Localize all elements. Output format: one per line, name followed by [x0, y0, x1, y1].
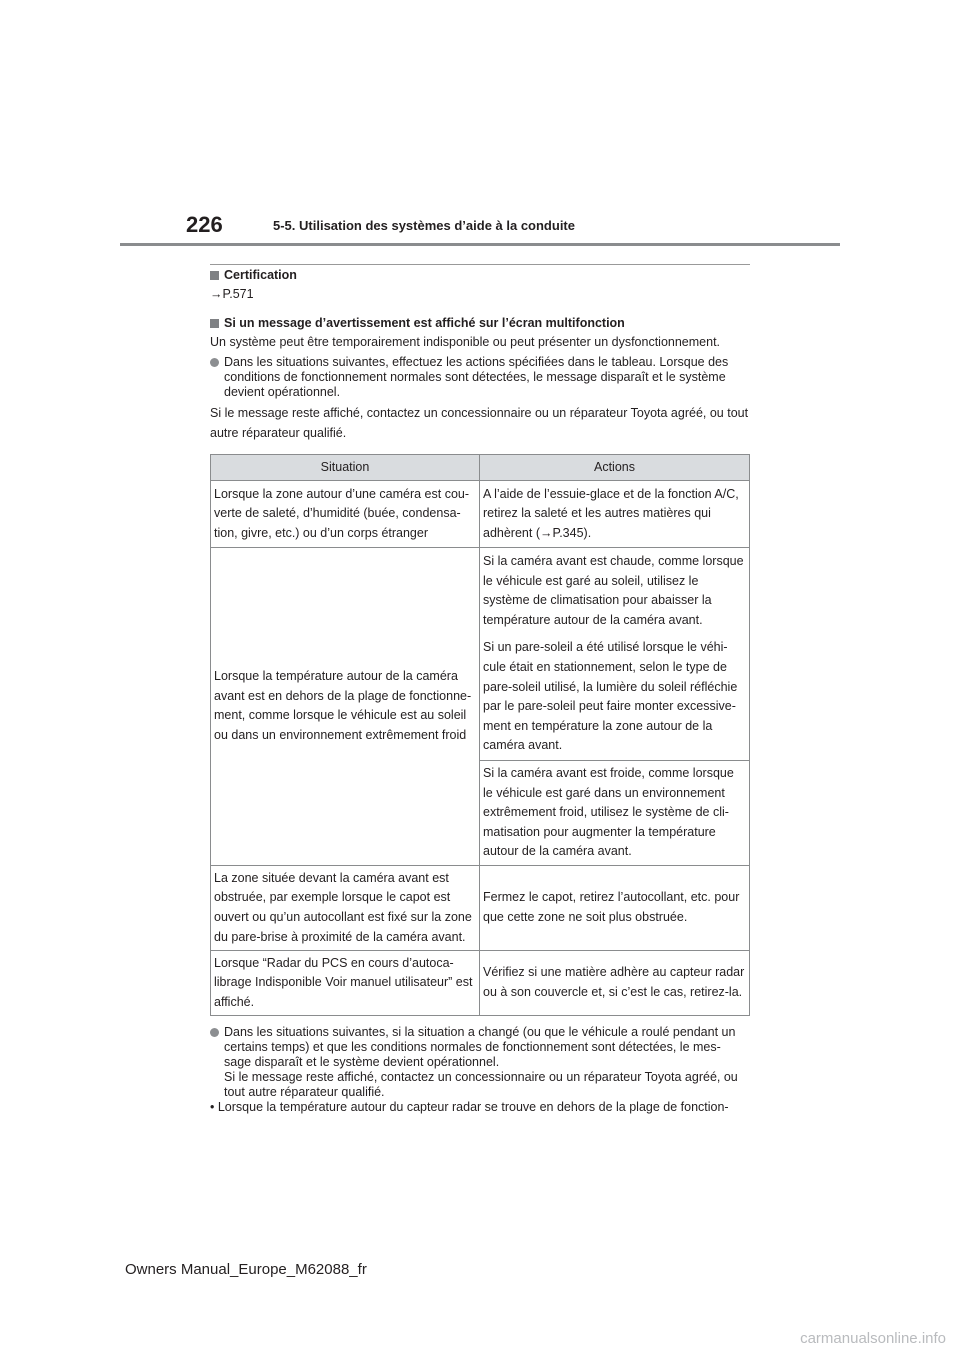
action-cell: Vérifiez si une matière adhère au capteur radar ou à son couvercle et, si c’est le cas, retirez-la. [480, 950, 750, 1015]
certification-heading: Certification [210, 268, 750, 283]
square-bullet-icon [210, 271, 219, 280]
situation-cell: Lorsque la température autour de la caméra avant est en dehors de la plage de fonctionne- ment, comme lorsque le véhicule est au soleil ou dans un environnement extrêmement froid [211, 548, 480, 866]
table-row [211, 548, 750, 761]
bullet-text: Dans les situations suivantes, si la situation a changé (ou que le véhicule a roulé pendant un certains temps) et que les conditions normales de fonctionnement sont détectées, le mes- sage disparaît et le système devient opérationnel. [224, 1024, 736, 1069]
dash-item: • Lorsque la température autour du capteur radar se trouve en dehors de la plage de fonction- [210, 1099, 729, 1114]
footer-document-name: Owners Manual_Europe_M62088_fr [125, 1261, 367, 1278]
circle-bullet-icon [210, 358, 219, 367]
situation-actions-table [210, 454, 750, 1016]
situation-cell: La zone située devant la caméra avant est obstruée, par exemple lorsque le capot est ouvert ou qu’un autocollant est fixé sur la zone du pare-brise à proximité de la caméra avant. [211, 865, 480, 950]
square-bullet-icon [210, 319, 219, 328]
action-cell: Fermez le capot, retirez l’autocollant, etc. pour que cette zone ne soit plus obstruée. [480, 865, 750, 950]
table-row [211, 865, 750, 950]
content [210, 268, 750, 1115]
action-cell: A l’aide de l’essuie-glace et de la fonction A/C, retirez la saleté et les autres matières qui adhèrent (→P.345). [480, 481, 750, 548]
warning-intro: Un système peut être temporairement indisponible ou peut présenter un dysfonctionnement. [210, 335, 721, 349]
column-header-actions: Actions [480, 455, 750, 481]
action-cell: Si la caméra avant est froide, comme lorsque le véhicule est garé dans un environnement extrêmement froid, utilisez le système de cli- matisation pour augmenter la température autour de la caméra avant. [480, 760, 750, 865]
table-header-row [211, 455, 750, 481]
contact-paragraph: Si le message reste affiché, contactez un concessionnaire ou un réparateur Toyota agréé, ou tout autre réparateur qualifié. [210, 406, 749, 440]
table-row [211, 950, 750, 1015]
section-title: 5-5. Utilisation des systèmes d’aide à la conduite [273, 218, 575, 233]
content-top-rule [210, 264, 750, 265]
bullet-item [210, 1025, 750, 1100]
certification-reference: →P.571 [210, 287, 254, 301]
situation-cell: Lorsque “Radar du PCS en cours d’autoca- librage Indisponible Voir manuel utilisateur” est affiché. [211, 950, 480, 1015]
circle-bullet-icon [210, 1028, 219, 1037]
bullet-item: Dans les situations suivantes, effectuez les actions spécifiées dans le tableau. Lorsque des conditions de fonctionnement normales sont détectées, le message disparaît et le système devient opérationnel. [210, 355, 750, 400]
header-rule [120, 243, 840, 246]
action-paragraph: Si un pare-soleil a été utilisé lorsque le véhi- cule était en stationnement, selon le type de pare-soleil utilisé, la lumière du soleil réfléchie par le pare-soleil peut faire monter excessive- ment en température la zone autour de la caméra avant. [483, 640, 738, 753]
bullet-contact: Si le message reste affiché, contactez un concessionnaire ou un réparateur Toyota agréé, ou tout autre réparateur qualifié. [224, 1069, 738, 1099]
action-paragraph: Si la caméra avant est chaude, comme lorsque le véhicule est garé au soleil, utilisez le système de climatisation pour abaisser la température autour de la caméra avant. [483, 554, 744, 627]
page-number: 226 [186, 212, 223, 237]
watermark: carmanualsonline.info [800, 1330, 946, 1347]
table-row [211, 481, 750, 548]
warning-heading: Si un message d’avertissement est affiché sur l’écran multifonction [210, 316, 750, 331]
action-cell [480, 548, 750, 761]
column-header-situation: Situation [211, 455, 480, 481]
situation-cell: Lorsque la zone autour d’une caméra est cou- verte de saleté, d’humidité (buée, condensa- tion, givre, etc.) ou d’un corps étranger [211, 481, 480, 548]
